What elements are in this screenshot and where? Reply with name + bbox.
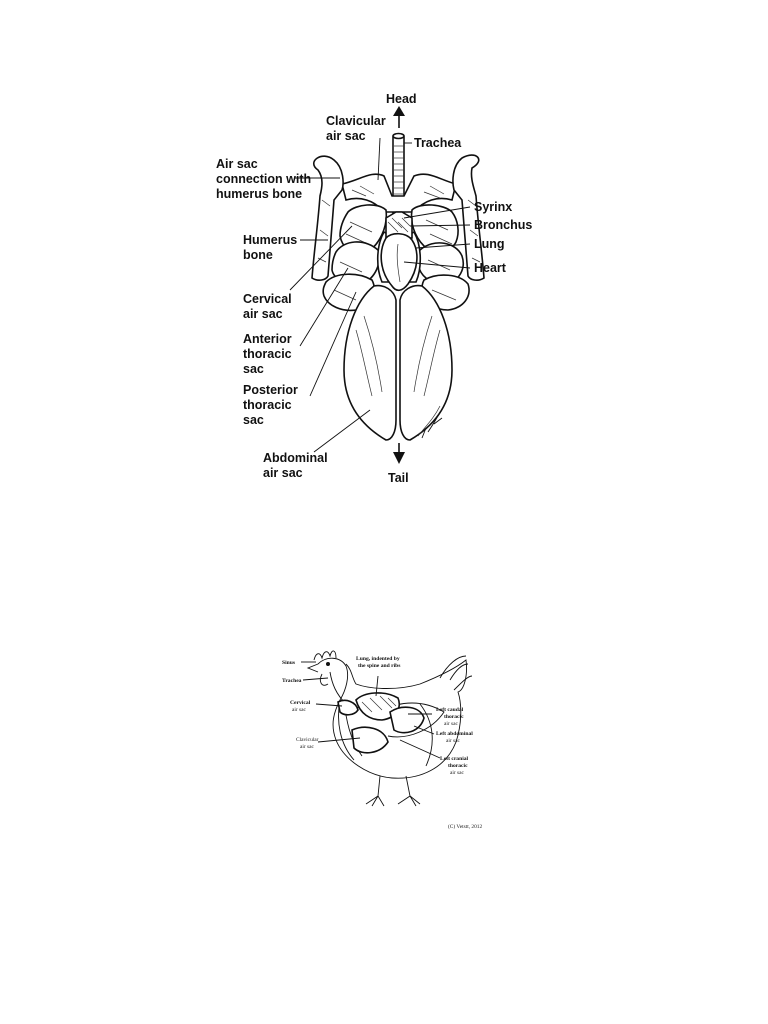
- svg-text:bone: bone: [243, 248, 273, 262]
- svg-text:Left cranial: Left cranial: [440, 756, 469, 762]
- label-sinus: Sinus: [282, 660, 296, 666]
- svg-text:thoracic: thoracic: [444, 714, 464, 720]
- head-label: Head: [386, 92, 417, 106]
- svg-text:Cervical: Cervical: [243, 292, 292, 306]
- svg-text:air sac: air sac: [292, 707, 306, 713]
- svg-text:Clavicular: Clavicular: [296, 737, 319, 743]
- svg-text:air sac: air sac: [446, 738, 460, 744]
- svg-text:humerus bone: humerus bone: [216, 187, 303, 201]
- svg-text:thoracic: thoracic: [243, 347, 292, 361]
- svg-text:Left caudal: Left caudal: [436, 707, 464, 713]
- chicken-outline-drawing: [308, 651, 472, 806]
- svg-text:thoracic: thoracic: [243, 398, 292, 412]
- svg-text:air sac: air sac: [300, 744, 314, 750]
- svg-text:air sac: air sac: [444, 721, 458, 727]
- label-trachea-chicken: Trachea: [282, 678, 302, 684]
- svg-text:sac: sac: [243, 362, 264, 376]
- svg-text:Cervical: Cervical: [290, 700, 311, 706]
- label-bronchus: Bronchus: [474, 218, 533, 232]
- svg-text:air sac: air sac: [243, 307, 283, 321]
- label-syrinx: Syrinx: [474, 200, 513, 214]
- label-clavicular-chicken: [296, 737, 319, 750]
- svg-text:air sac: air sac: [263, 466, 303, 480]
- svg-text:Humerus: Humerus: [243, 233, 298, 247]
- label-heart: Heart: [474, 261, 506, 275]
- svg-text:Posterior: Posterior: [243, 383, 298, 397]
- svg-text:air sac: air sac: [326, 129, 366, 143]
- label-left-cranial-thoracic: [440, 756, 469, 776]
- tail-label: Tail: [388, 471, 409, 485]
- svg-text:thoracic: thoracic: [448, 763, 468, 769]
- svg-text:connection with: connection with: [216, 172, 312, 186]
- label-cervical-chicken: [290, 700, 311, 713]
- svg-text:Left abdominal: Left abdominal: [436, 731, 473, 737]
- svg-text:the spine and ribs: the spine and ribs: [358, 663, 401, 669]
- label-left-abdominal: [436, 731, 473, 744]
- copyright-note: (C) Vetstt, 2012: [448, 824, 483, 830]
- label-lung: Lung: [474, 237, 505, 251]
- svg-text:air sac: air sac: [450, 770, 464, 776]
- svg-text:Air sac: Air sac: [216, 157, 258, 171]
- svg-text:Anterior: Anterior: [243, 332, 292, 346]
- svg-text:sac: sac: [243, 413, 264, 427]
- svg-text:Clavicular: Clavicular: [326, 114, 386, 128]
- svg-text:Lung, indented by: Lung, indented by: [356, 656, 400, 662]
- svg-text:Abdominal: Abdominal: [263, 451, 328, 465]
- label-trachea: Trachea: [414, 136, 462, 150]
- label-lung-chicken: [356, 656, 401, 669]
